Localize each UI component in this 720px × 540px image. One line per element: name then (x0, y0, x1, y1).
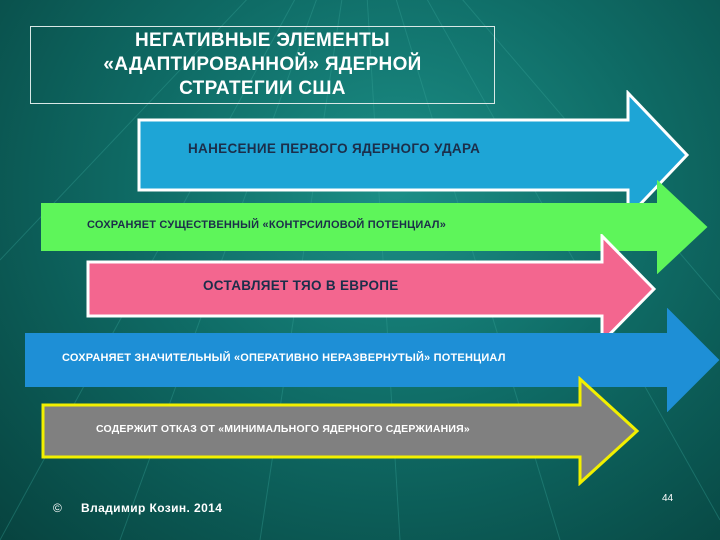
arrow-operational-potential-label: СОХРАНЯЕТ ЗНАЧИТЕЛЬНЫЙ «ОПЕРАТИВНО НЕРАЗВЕРНУТЫЙ» ПОТЕНЦИАЛ (62, 352, 506, 364)
arrow-tactical-europe-label: ОСТАВЛЯЕТ ТЯО В ЕВРОПЕ (203, 278, 399, 293)
arrow-counterforce-label: СОХРАНЯЕТ СУЩЕСТВЕННЫЙ «КОНТРСИЛОВОЙ ПОТЕНЦИАЛ» (87, 219, 447, 231)
arrow-minimal-deterrence-label: СОДЕРЖИТ ОТКАЗ ОТ «МИНИМАЛЬНОГО ЯДЕРНОГО СДЕРЖИАНИЯ» (96, 423, 470, 435)
title-line-3: СТРАТЕГИИ США (179, 78, 346, 99)
copyright-symbol: © (53, 501, 62, 515)
title-line-2: «АДАПТИРОВАННОЙ» ЯДЕРНОЙ (103, 54, 422, 75)
arrow-minimal-deterrence (40, 376, 642, 486)
title-line-1: НЕГАТИВНЫЕ ЭЛЕМЕНТЫ (135, 30, 390, 51)
arrow-first-strike-label: НАНЕСЕНИЕ ПЕРВОГО ЯДЕРНОГО УДАРА (188, 141, 481, 156)
page-number: 44 (662, 493, 674, 504)
footer-author: Владимир Козин. 2014 (81, 501, 223, 515)
